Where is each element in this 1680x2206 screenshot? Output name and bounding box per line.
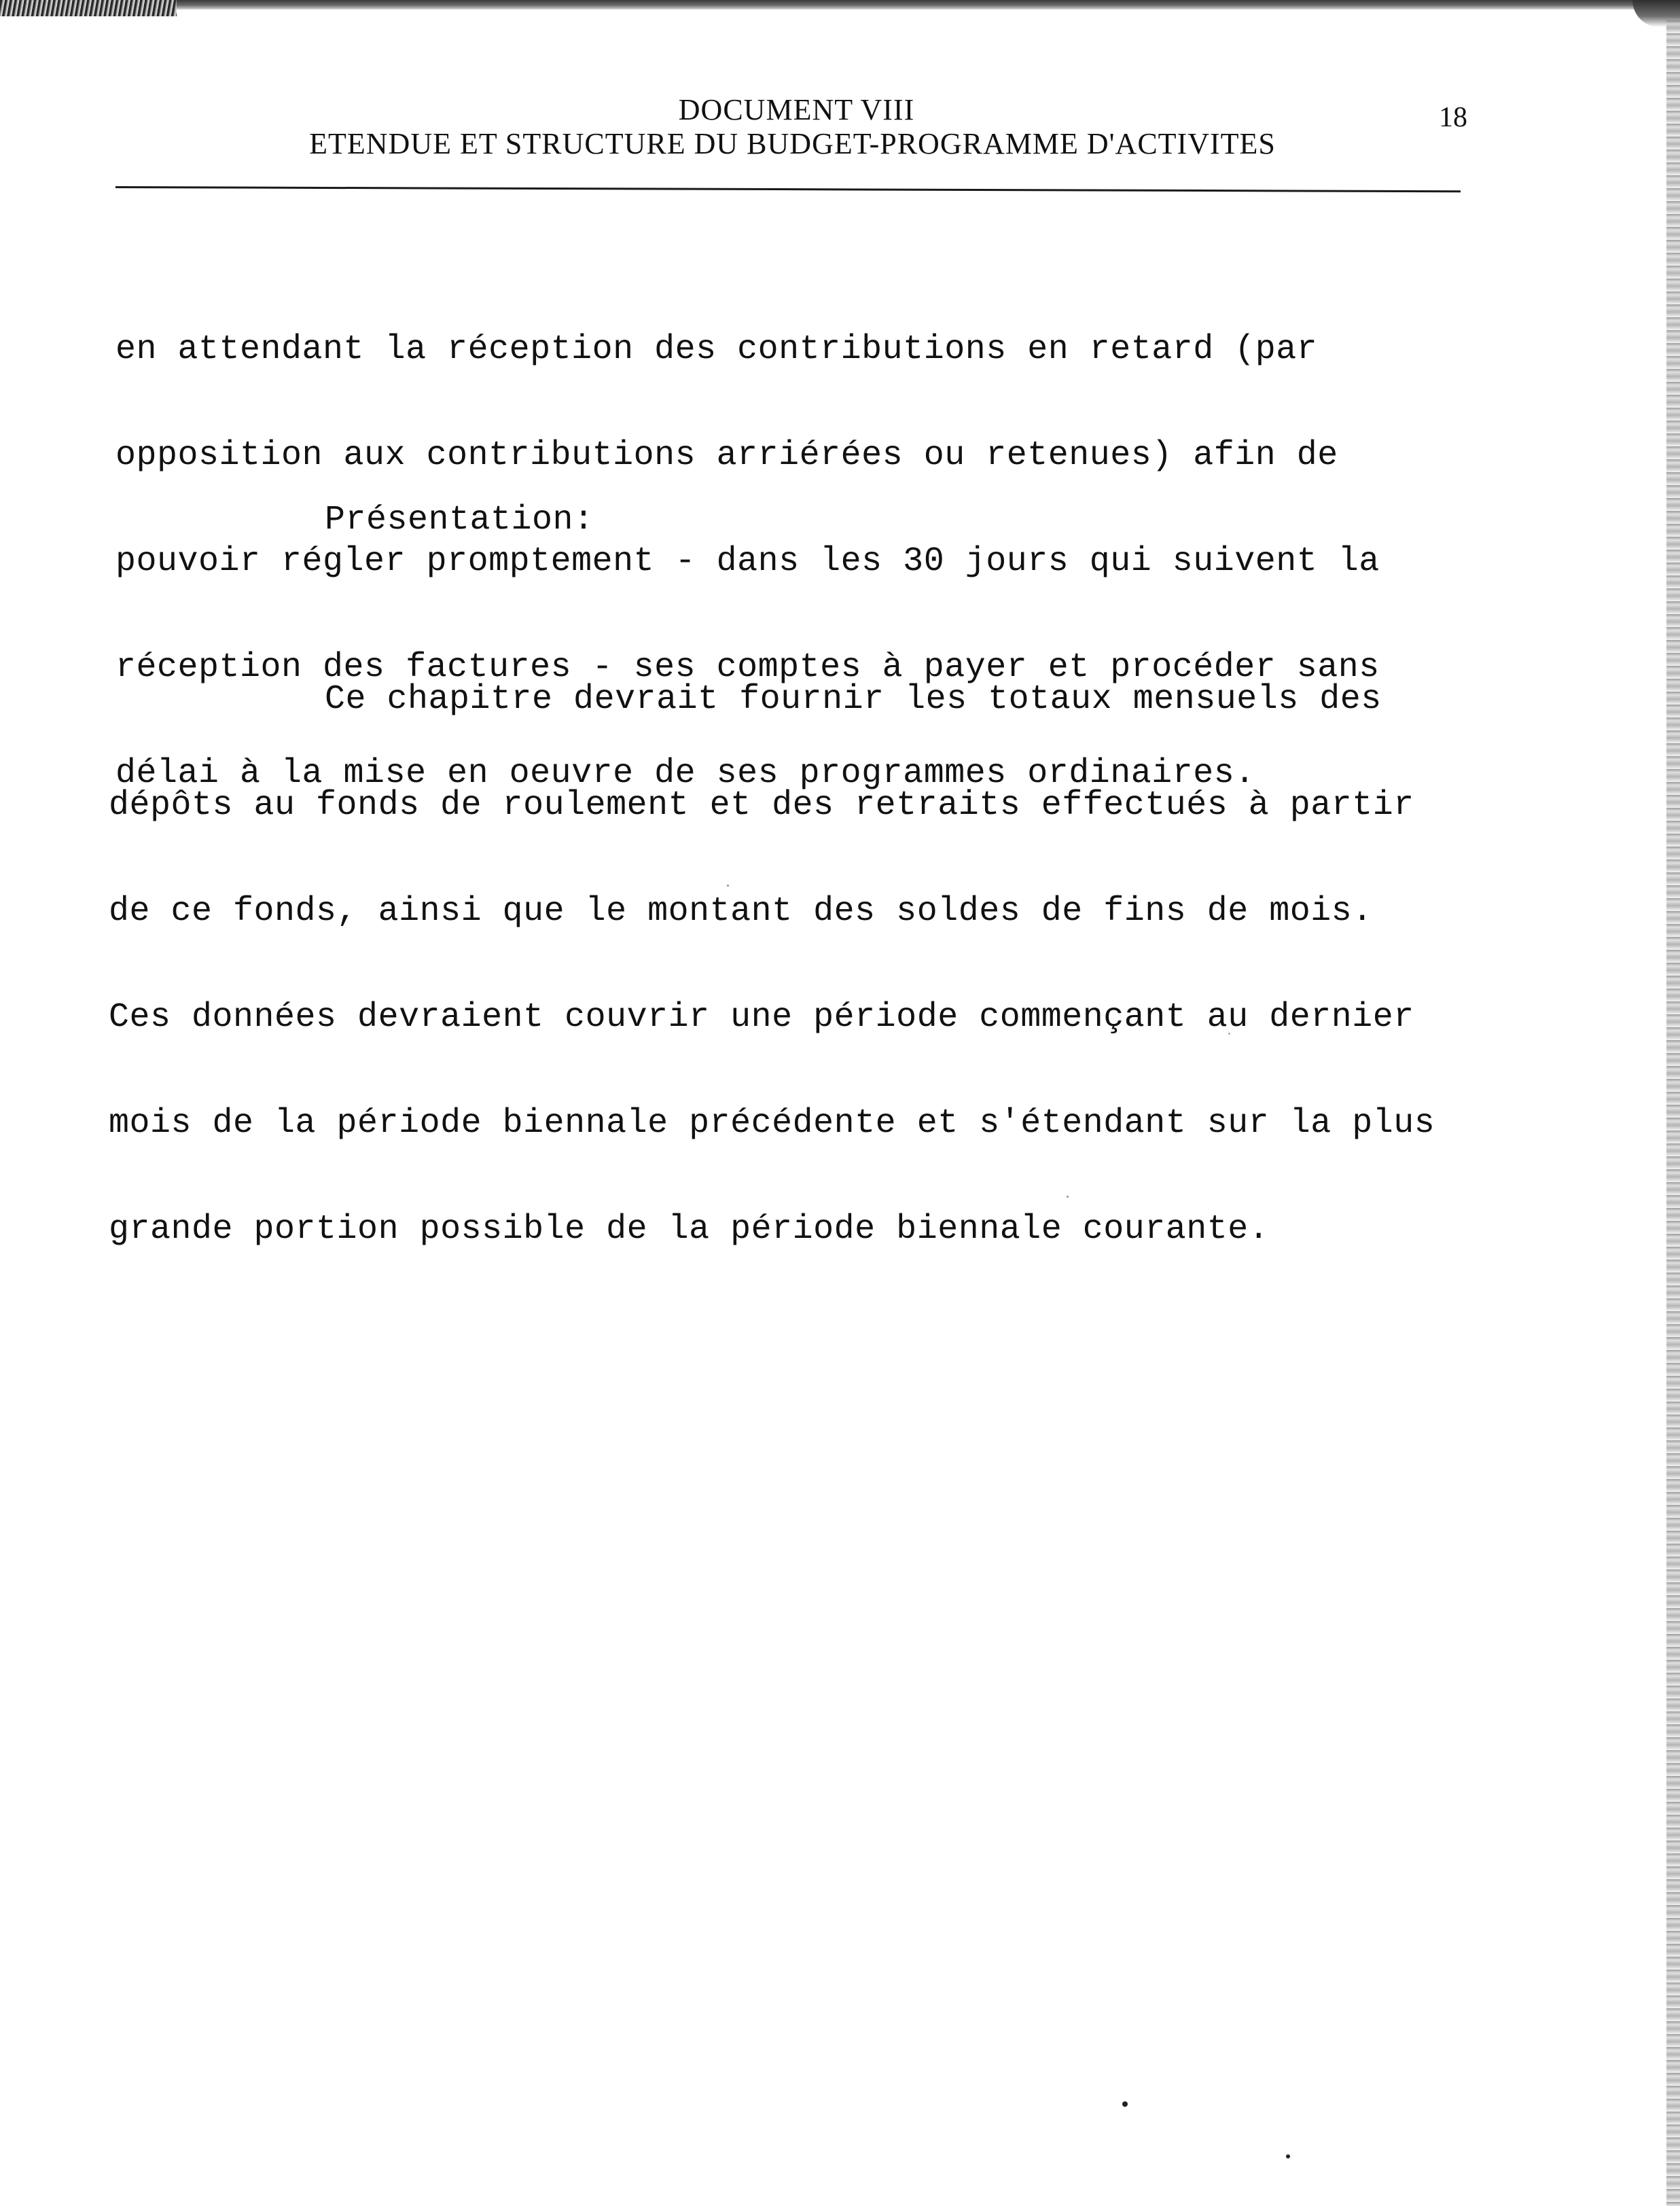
paragraph-line: mois de la période biennale précédente et s'étendant sur la plus <box>109 1104 1435 1143</box>
scan-speck <box>1067 1196 1069 1198</box>
paragraph-line: dépôts au fonds de roulement et des retraits effectués à partir <box>109 786 1414 825</box>
scan-speck <box>1286 2154 1290 2158</box>
paragraph-line: réception des factures - ses comptes à payer et procéder sans <box>115 648 1380 687</box>
paragraph-line: pouvoir régler promptement - dans les 30 jours qui suivent la <box>115 542 1380 581</box>
scan-edge-top-left <box>0 0 177 16</box>
page-number: 18 <box>1439 102 1467 133</box>
paragraph-line: de ce fonds, ainsi que le montant des soldes de fins de mois. <box>109 892 1373 931</box>
presentation-paragraph <box>109 611 1435 1318</box>
paragraph-line: en attendant la réception des contributions en retard (par <box>115 330 1318 369</box>
paragraph-line: grande portion possible de la période biennale courante. <box>109 1210 1270 1249</box>
paragraph-line: Ces données devraient couvrir une période commençant au dernier <box>109 998 1414 1037</box>
document-title: ETENDUE ET STRUCTURE DU BUDGET-PROGRAMME D'ACTIVITES <box>309 127 1276 160</box>
scan-edge-top <box>0 0 1680 10</box>
document-number: DOCUMENT VIII <box>678 93 915 126</box>
header-rule <box>115 186 1461 192</box>
section-heading: Présentation: <box>325 501 594 539</box>
scan-speck <box>727 885 729 887</box>
scan-speck <box>1122 2101 1128 2107</box>
paragraph-line-text: Ce chapitre devrait fournir les totaux mensuels des <box>325 680 1382 719</box>
scan-edge-right <box>1666 20 1680 2206</box>
paragraph-line: opposition aux contributions arriérées ou retenues) afin de <box>115 436 1338 475</box>
scan-speck <box>1228 1033 1230 1035</box>
paragraph-line-first <box>109 682 1435 717</box>
paragraph-line: délai à la mise en oeuvre de ses programmes ordinaires. <box>115 754 1255 793</box>
